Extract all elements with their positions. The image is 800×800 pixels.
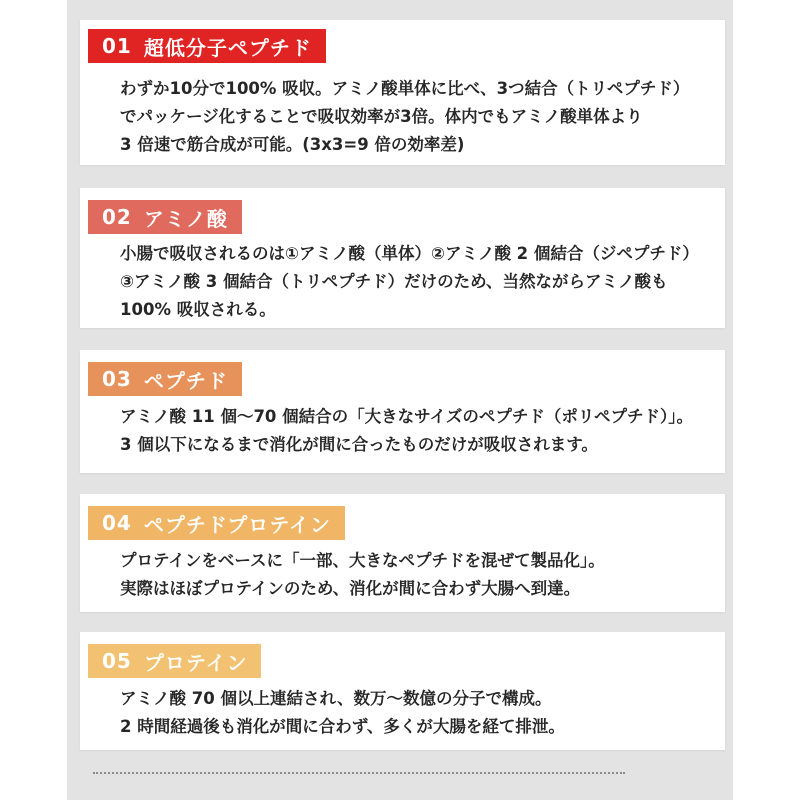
body-line: 小腸で吸収されるのは①アミノ酸（単体）②アミノ酸 2 個結合（ジペプチド） <box>120 244 699 263</box>
body-line: ③アミノ酸 3 個結合（トリペプチド）だけのため、当然ながらアミノ酸も <box>120 272 668 291</box>
section-title: プロテイン <box>143 650 248 675</box>
body-line: アミノ酸 70 個以上連結され、数万〜数億の分子で構成。 <box>120 689 552 708</box>
section-card-04 <box>80 494 725 612</box>
body-line: 実際はほぼプロテインのため、消化が間に合わず大腸へ到達。 <box>120 579 581 598</box>
section-tag-04 <box>88 506 345 540</box>
body-line: 3 倍速で筋合成が可能。(3x3=9 倍の効率差) <box>120 135 465 154</box>
section-card-01 <box>80 20 725 165</box>
section-body <box>120 240 705 324</box>
section-number: 03 <box>102 367 132 391</box>
section-body <box>120 685 705 741</box>
section-tag-05 <box>88 644 261 678</box>
body-line: 3 個以下になるまで消化が間に合ったものだけが吸収されます。 <box>120 435 598 454</box>
section-tag-01 <box>88 29 326 63</box>
section-title: ペプチド <box>143 368 228 393</box>
section-card-02 <box>80 188 725 328</box>
section-number: 01 <box>102 34 132 58</box>
section-body <box>120 403 705 459</box>
body-line: 100% 吸収される。 <box>120 300 276 319</box>
section-number: 05 <box>102 649 132 673</box>
section-body <box>120 75 705 159</box>
section-tag-03 <box>88 362 242 396</box>
body-line: 2 時間経過後も消化が間に合わず、多くが大腸を経て排泄。 <box>120 717 565 736</box>
body-line: プロテインをベースに「一部、大きなペプチドを混ぜて製品化」。 <box>120 551 605 570</box>
section-card-05 <box>80 632 725 750</box>
body-line: アミノ酸 11 個〜70 個結合の「大きなサイズのペプチド（ポリペプチド）」。 <box>120 407 694 426</box>
body-line: わずか10分で100% 吸収。アミノ酸単体に比べ、3つ結合（トリペプチド） <box>120 79 690 98</box>
section-number: 02 <box>102 205 132 229</box>
dotted-divider <box>93 772 625 774</box>
section-card-03 <box>80 350 725 473</box>
section-title: アミノ酸 <box>143 206 228 231</box>
section-number: 04 <box>102 511 132 535</box>
body-line: でパッケージ化することで吸収効率が3倍。体内でもアミノ酸単体より <box>120 107 643 126</box>
section-title: 超低分子ペプチド <box>143 35 312 60</box>
section-title: ペプチドプロテイン <box>143 512 331 537</box>
background-panel <box>67 0 733 800</box>
section-tag-02 <box>88 200 242 234</box>
section-body <box>120 547 705 603</box>
